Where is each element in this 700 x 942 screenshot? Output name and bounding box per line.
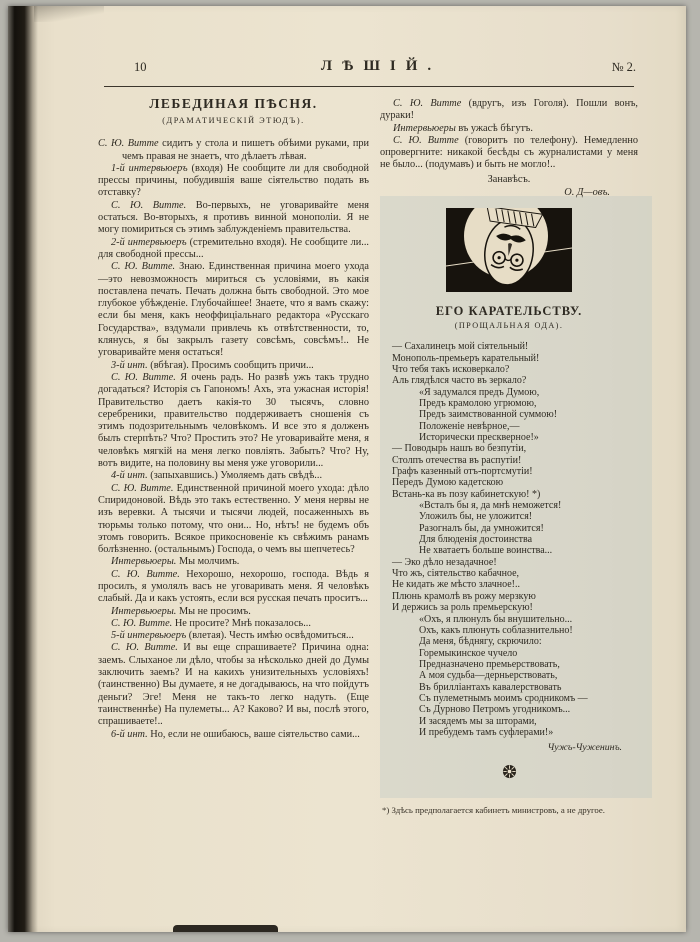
- dialogue-paragraph: [98, 200, 369, 237]
- poem-line-text: Аль глядѣлся часто въ зеркало?: [392, 375, 527, 387]
- speaker-name: 6-й инт.: [111, 728, 148, 740]
- poem-line: [392, 568, 638, 579]
- poem-line: [392, 477, 638, 488]
- speech-text: Мы молчимъ.: [176, 556, 240, 568]
- dialogue-paragraph: [98, 556, 369, 568]
- poem-line: [392, 545, 638, 556]
- dialogue-paragraph: [98, 618, 369, 630]
- dialogue-paragraph: [98, 372, 369, 470]
- poem-line: [392, 489, 638, 500]
- poem-title: ЕГО КАРАТЕЛЬСТВУ.: [435, 303, 583, 318]
- poem-line-text: Въ брилліантахъ кавалерствовать: [419, 681, 562, 693]
- dialogue-paragraph: [98, 729, 369, 741]
- poem-line-text: «Охъ, я плюнулъ бы внушительно...: [419, 613, 573, 625]
- speaker-name: Интервьюеры: [393, 122, 456, 134]
- speaker-name: 3-й инт.: [111, 359, 148, 371]
- poem-line: [392, 614, 638, 625]
- speaker-name: 4-й инт.: [111, 470, 148, 482]
- poem-line: [392, 432, 638, 443]
- dialogue-paragraph: [98, 606, 369, 618]
- poem-line: [392, 409, 638, 420]
- speech-text: (запыхавшись.) Умоляемъ дать свѣдѣ...: [147, 470, 323, 482]
- right-column: [380, 98, 638, 783]
- header-rule: [104, 84, 634, 87]
- poem-line-text: Что тебя такъ исковеркало?: [392, 363, 510, 375]
- dialogue-paragraph: [98, 138, 369, 163]
- poem-line: [392, 727, 638, 738]
- poem-line: [392, 500, 638, 511]
- poem-line: [392, 648, 638, 659]
- poem-line-text: «Я задумался предъ Думою,: [419, 386, 540, 398]
- poem-line-text: Плюнь крамолѣ въ рожу мерзкую: [392, 590, 536, 602]
- running-header: [116, 58, 636, 78]
- speaker-name: С. Ю. Витте.: [111, 261, 176, 273]
- left-column: [98, 94, 369, 741]
- speech-text: Во-первыхъ, не уговаривайте меня остаться. Во-вторыхъ, я противъ винной монополіи. Я не могу помириться съ этимъ заблужденіемъ правительства.: [98, 199, 370, 236]
- speaker-name: 5-й интервьюеръ: [111, 630, 187, 642]
- poem-line-text: Встань-ка въ позу кабинетскую! *): [392, 488, 541, 500]
- poem-line: [392, 636, 638, 647]
- poem-line: [392, 387, 638, 398]
- poem-line: [392, 511, 638, 522]
- dialogue-paragraph: [380, 123, 638, 135]
- article-title: ЛЕБЕДИНАЯ ПѢСНЯ.: [149, 96, 318, 111]
- poem-line-text: — Сахалинецъ мой сіятельный!: [392, 341, 529, 353]
- speaker-name: Интервьюеры.: [111, 605, 177, 617]
- poem-line: [392, 398, 638, 409]
- poem-line: [392, 466, 638, 477]
- speech-text: Единственной причиной моего ухода: дѣло Спиридоновой. Вѣдь это такъ естественно. У меня нервы не изъ веревки. А тысячи и тысячи людей, посаженныхъ въ тюрьмы только потому, что они... Но, нѣтъ! не будемъ объ этомъ говорить. Всякое прикосновеніе къ свѣжимъ ранамъ болѣзненно. (остальнымъ) Господа, о чемъ вы шепчетесь?: [98, 482, 369, 556]
- poem-line-text: Столпъ отечества въ распутіи!: [392, 454, 522, 466]
- page-number: 10: [134, 60, 147, 74]
- poem-line-text: Предъ крамолою угрюмою,: [419, 397, 537, 409]
- curtain-line: Занавѣсъ.: [487, 173, 531, 185]
- speech-text: (вдругъ, изъ Гоголя). Пошли вонъ, дураки!: [380, 98, 638, 122]
- paper-sheet: [8, 6, 686, 932]
- speaker-name: С. Ю. Витте.: [111, 617, 173, 629]
- poem-author-signature: Чужъ-Чуженинъ.: [547, 742, 622, 754]
- speech-text: Знаю. Единственная причина моего ухода—это невозможность мириться съ условіями, въ какія поставлена печать. Печать должна быть свободной. Это мое глубокое убѣжденіе. Глубочайшее! Знаете, что я вамъ скажу: если бы меня, какъ неоффиціальнаго редактора «Русскаго Государства», вздумали привлечь къ отвѣтственности, то, клянусь, я бы закрылъ газету совсѣмъ, совсѣмъ!.. Не уговаривайте меня остаться!: [98, 261, 369, 359]
- speaker-name: Интервьюеры.: [111, 556, 177, 568]
- poem-line-text: И держись за роль премьерскую!: [392, 602, 533, 614]
- poem-line: [392, 602, 638, 613]
- woodcut-illustration: [380, 208, 638, 296]
- poem-line: [392, 455, 638, 466]
- sketch-author-signature: О. Д—овъ.: [564, 187, 610, 199]
- speaker-name: С. Ю. Витте.: [111, 371, 176, 383]
- poem-subtitle: (ПРОЩАЛЬНАЯ ОДА).: [454, 320, 564, 330]
- dialogue-paragraph: [98, 483, 369, 557]
- poem-line: [392, 375, 638, 386]
- poem-line-text: И засядемъ мы за шторами,: [419, 715, 537, 727]
- poem-line-text: Передъ Думою кадетскою: [392, 477, 504, 489]
- speech-text: (вбѣгая). Просимъ сообщить причи...: [147, 359, 314, 371]
- speaker-name: С. Ю. Витте.: [111, 642, 178, 654]
- speech-text: Я очень радъ. Но развѣ ужъ такъ трудно догадаться? Исторія съ Гапономъ! Ахъ, эта ужасная исторія! Правительство даетъ какія-то 30 тысячъ, словно серебреники, правительство поддерживаетъ сношенія съ этимъ подозрительнымъ человѣкомъ. И все это я долженъ былъ стерпѣть? Что? Простить это? Не уговаривайте меня, я человѣкъ мягкій на меня легко повліять. Забыть? Что? Ну, вотъ видите, на половину вы меня уже уговорили...: [98, 371, 369, 470]
- poem-line-text: Горемыкинское чучело: [419, 647, 518, 659]
- poem-line-text: Да меня, бѣднягу, скрючило:: [419, 636, 542, 648]
- speech-text: (стремительно входя). Не сообщите ли... для свободной прессы...: [98, 236, 369, 260]
- poem-line: [392, 557, 638, 568]
- poem-body: [380, 341, 638, 738]
- right-column-paragraphs: [380, 98, 638, 172]
- poem-line-text: «Всталъ бы я, да мнѣ неможется!: [419, 500, 562, 512]
- speaker-name: С. Ю. Витте.: [111, 568, 180, 580]
- poem-line: [392, 625, 638, 636]
- poem-line-text: Предъ заимствованной суммою!: [419, 409, 558, 421]
- article-subtitle: (ДРАМАТИЧЕСКІЙ ЭТЮДЪ).: [162, 116, 305, 125]
- poem-line-text: Графъ казенный отъ-портсмутіи!: [392, 466, 533, 478]
- speaker-name: С. Ю. Витте.: [111, 482, 174, 494]
- speaker-name: С. Ю. Витте: [98, 138, 159, 150]
- dialogue-paragraph: [98, 261, 369, 359]
- speaker-name: С. Ю. Витте: [393, 134, 459, 146]
- poem-line: [392, 704, 638, 715]
- inverted-portrait-icon: [446, 208, 572, 292]
- poem-line: [392, 341, 638, 352]
- speaker-name: С. Ю. Витте: [393, 98, 462, 109]
- poem-line: [392, 523, 638, 534]
- poem-line-text: И пребудемъ тамъ суфлерами!»: [419, 726, 554, 738]
- poem-line: [392, 579, 638, 590]
- poem-line: [392, 659, 638, 670]
- speech-text: И вы еще спрашиваете? Причина одна: заемъ. Слыханое ли дѣло, чтобы за нѣсколько дней до Думы заключить заемъ? И на какихъ унизительныхъ условіяхъ! (таинственно) Вы думаете, я не догадываюсь, на что пойдутъ деньги? Эге! Меня не такъ-то легко надуть. (Еще таинственнѣе) На пулеметы... А? Каково? И вы, послѣ этого, спрашиваете!..: [98, 642, 369, 728]
- poem-line-text: — Поводырь нашъ во безпутіи,: [392, 443, 527, 455]
- poem-line-text: Уложилъ бы, не уложится!: [419, 511, 533, 523]
- rosette-ornament-icon: [380, 764, 638, 783]
- speaker-name: 1-й интервьюеръ: [111, 162, 188, 174]
- speech-text: сидитъ у стола и пишетъ обѣими руками, при чемъ правая не знаетъ, что дѣлаетъ лѣвая.: [122, 138, 369, 162]
- binding-gutter-shadow: [8, 6, 38, 932]
- dialogue-paragraph: [98, 630, 369, 642]
- scan-edge-smudge: [173, 925, 278, 932]
- poem-line-text: Что жъ, сіятельство кабачное,: [392, 568, 520, 580]
- poem-line-text: А моя судьба—дерньерствовать,: [419, 670, 558, 682]
- speech-text: Нехорошо, нехорошо, господа. Вѣдь я просилъ, я умолялъ васъ не уговаривать меня. Я человѣкъ слабый. Да и какъ устоять, если вся русская печать проситъ...: [98, 568, 370, 605]
- poem-line: [392, 534, 638, 545]
- dialogue-paragraph: [98, 642, 369, 728]
- speech-text: (влетая). Честь имѣю освѣдомиться...: [186, 630, 354, 642]
- poem-line: [392, 421, 638, 432]
- poem-line-text: Положеніе невѣрное,—: [419, 420, 520, 432]
- poem-line-text: Разогналъ бы, да умножится!: [419, 522, 544, 534]
- dialogue-paragraph: [98, 569, 369, 606]
- speech-text: Не просите? Мнѣ показалось...: [172, 617, 311, 629]
- poem-line-text: Съ Дурново Петромъ угодникомъ...: [419, 704, 571, 716]
- speech-text: Мы не просимъ.: [176, 605, 251, 617]
- masthead-title: ЛѢШІЙ.: [320, 58, 442, 74]
- page-curl-shadow: [34, 6, 104, 22]
- poem-line-text: Охъ, какъ плюнуть соблазнительно!: [419, 624, 573, 636]
- poem-line-text: Исторически прескверное!»: [419, 432, 539, 444]
- speech-text: (говоритъ по телефону). Немедленно опровергните: никакой бесѣды съ журналистами у меня не было... (подумавъ) и быть не могло!..: [380, 134, 638, 171]
- speech-text: Но, если не ошибаюсь, ваше сіятельство сами...: [147, 728, 360, 740]
- dialogue-paragraph: [380, 135, 638, 172]
- poem-line: [392, 591, 638, 602]
- poem-line: [392, 716, 638, 727]
- poem-line-text: Монополь-премьеръ карательный!: [392, 352, 540, 364]
- speaker-name: С. Ю. Витте.: [111, 199, 187, 211]
- poem-line: [392, 443, 638, 454]
- issue-number: № 2.: [611, 60, 636, 74]
- dialogue-paragraph: [98, 237, 369, 262]
- dialogue-paragraph: [380, 98, 638, 123]
- poem-line-text: — Эко дѣло незадачное!: [392, 556, 497, 568]
- poem-line-text: Для блюденія достоинства: [419, 534, 533, 546]
- poem-line: [392, 364, 638, 375]
- speaker-name: 2-й интервьюеръ: [111, 236, 187, 248]
- poem-line-text: Предназначено премьерствовать,: [419, 658, 560, 670]
- poem-line: [392, 693, 638, 704]
- speech-text: въ ужасѣ бѣгутъ.: [455, 122, 533, 134]
- left-column-paragraphs: [98, 138, 369, 741]
- speech-text: (входя) Не сообщите ли для свободной прессы причины, побудившія ваше сіятельство подать въ отставку?: [98, 162, 369, 199]
- poem-line-text: Не кидать же мѣсто злачное!..: [392, 579, 520, 591]
- dialogue-paragraph: [98, 470, 369, 482]
- poem-line-text: Не хватаетъ больше воинства...: [419, 545, 553, 557]
- poem-line-text: Съ пулеметнымъ моимъ сродникомъ —: [419, 692, 588, 704]
- poem-line: [392, 682, 638, 693]
- poem-line: [392, 670, 638, 681]
- poem-line: [392, 353, 638, 364]
- dialogue-paragraph: [98, 163, 369, 200]
- dialogue-paragraph: [98, 360, 369, 372]
- footnote: *) Здѣсь предполагается кабинетъ министровъ, а не другое.: [382, 805, 605, 815]
